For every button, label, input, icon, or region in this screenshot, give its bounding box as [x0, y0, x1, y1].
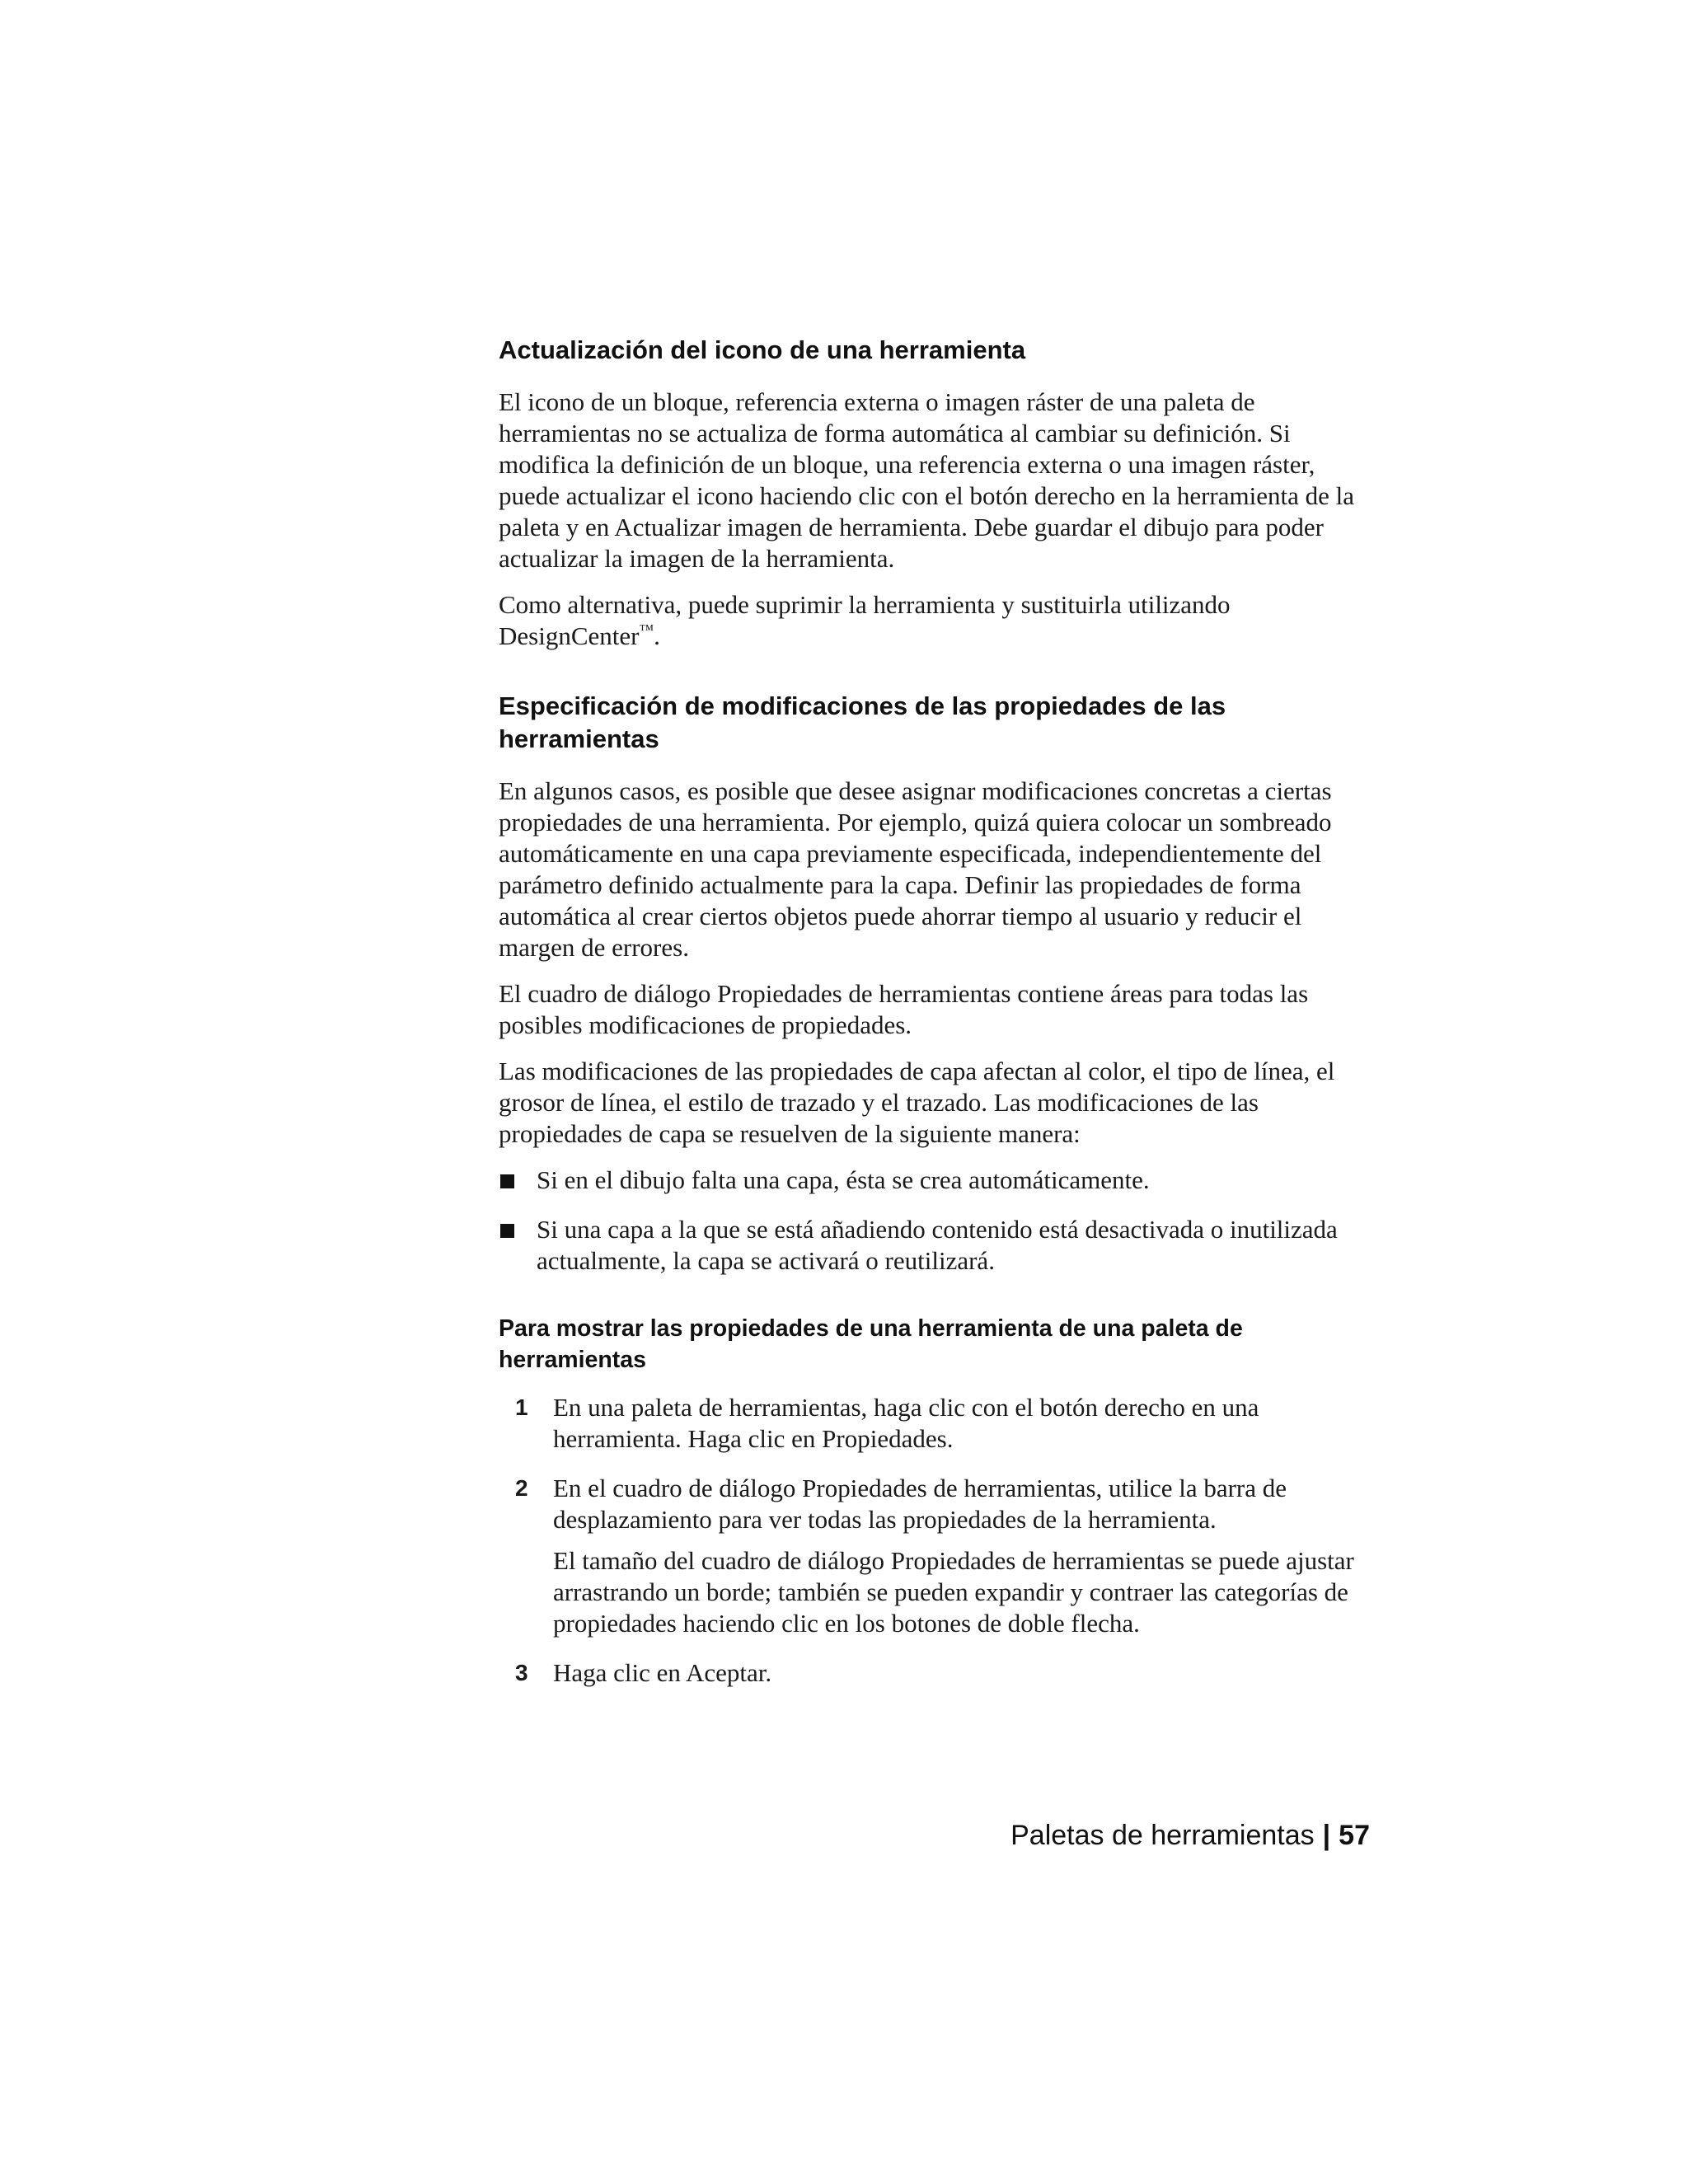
bullet-list — [499, 1165, 1372, 1277]
page-number: 57 — [1339, 1820, 1370, 1851]
square-bullet-icon — [500, 1224, 514, 1238]
page-footer — [1010, 1817, 1370, 1854]
procedure-steps — [499, 1392, 1372, 1689]
procedure-step — [499, 1657, 1372, 1689]
paragraph-dialog-areas: El cuadro de diálogo Propiedades de herramientas contiene áreas para todas las posibles modificaciones de propiedades. — [499, 979, 1309, 1039]
section-title-property-overrides: Especificación de modificaciones de las propiedades de las herramientas — [499, 691, 1226, 753]
procedure-step — [499, 1392, 1372, 1455]
bullet-text: Si en el dibujo falta una capa, ésta se crea automáticamente. — [537, 1165, 1150, 1194]
page-content — [499, 334, 1372, 1707]
paragraph-update-icon: El icono de un bloque, referencia externa o imagen ráster de una paleta de herramientas no se actualiza de forma automática al cambiar su definición. Si modifica la definición de un bloque, una referencia externa o una imagen ráster, puede actualizar el icono haciendo clic con el botón derecho en la herramienta de la paleta y en Actualizar imagen de herramienta. Debe guardar el dibujo para poder actualizar la imagen de la herramienta. — [499, 387, 1354, 573]
footer-separator: | — [1322, 1820, 1331, 1851]
paragraph-alternative — [499, 589, 1372, 652]
step-text: En una paleta de herramientas, haga clic con el botón derecho en una herramienta. Haga clic en Propiedades. — [553, 1393, 1259, 1453]
section-title-update-icon: Actualización del icono de una herramienta — [499, 335, 1026, 364]
step-text: En el cuadro de diálogo Propiedades de herramientas, utilice la barra de desplazamiento para ver todas las propiedades de la herramienta. — [553, 1474, 1287, 1534]
paragraph-layer-overrides: Las modificaciones de las propiedades de capa afectan al color, el tipo de línea, el grosor de línea, el estilo de trazado y el trazado. Las modificaciones de las propiedades de capa se resuelven de la siguiente manera: — [499, 1057, 1335, 1148]
paragraph-overrides-intro: En algunos casos, es posible que desee asignar modificaciones concretas a ciertas propiedades de una herramienta. Por ejemplo, quizá quiera colocar un sombreado automáticamente en una capa previamente especificada, independientemente del parámetro definido actualmente para la capa. Definir las propiedades de forma automática al crear ciertos objetos puede ahorrar tiempo al usuario y reducir el margen de errores. — [499, 776, 1332, 962]
square-bullet-icon — [500, 1174, 514, 1188]
bullet-item — [499, 1165, 1372, 1196]
step-number: 2 — [515, 1475, 528, 1501]
bullet-text: Si una capa a la que se está añadiendo contenido está desactivada o inutilizada actualmente, la capa se activará o reutilizará. — [537, 1215, 1338, 1275]
procedure-title: Para mostrar las propiedades de una herramienta de una paleta de herramientas — [499, 1315, 1243, 1373]
step-text: Haga clic en Aceptar. — [553, 1658, 772, 1687]
procedure-step — [499, 1473, 1372, 1639]
paragraph-alternative-text: Como alternativa, puede suprimir la herramienta y sustituirla utilizando DesignCenter — [499, 590, 1231, 650]
bullet-item — [499, 1214, 1372, 1277]
step-number: 1 — [515, 1394, 528, 1420]
paragraph-alternative-end: . — [654, 621, 660, 650]
step-number: 3 — [515, 1660, 528, 1685]
step-note: El tamaño del cuadro de diálogo Propiedades de herramientas se puede ajustar arrastrando un borde; también se pueden expandir y contraer las categorías de propiedades haciendo clic en los botones de doble flecha. — [553, 1546, 1354, 1638]
trademark-symbol: ™ — [639, 621, 654, 638]
footer-chapter-title: Paletas de herramientas — [1010, 1820, 1315, 1851]
